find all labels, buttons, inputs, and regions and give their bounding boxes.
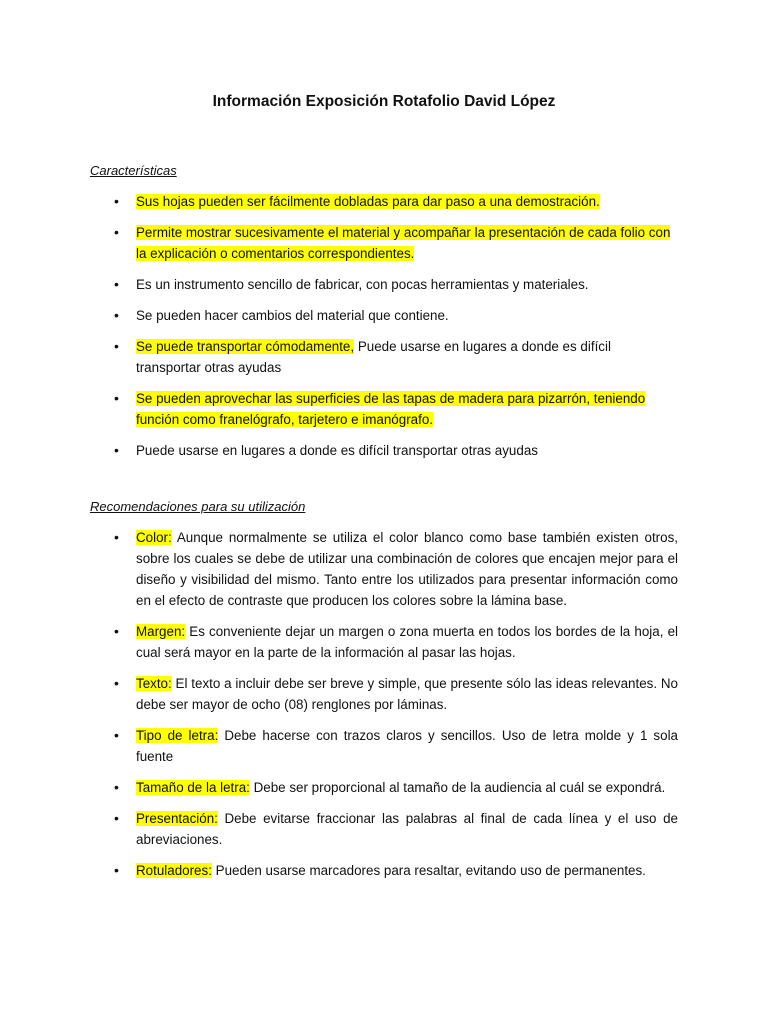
item-text: Puede usarse en lugares a donde es difícil transportar otras ayudas: [136, 443, 538, 458]
recomendaciones-list: [0, 527, 768, 891]
highlighted-text: Presentación:: [136, 811, 218, 826]
highlighted-text: Tipo de letra:: [136, 728, 219, 743]
highlighted-text: Rotuladores:: [136, 863, 212, 878]
recomendacion-item: [0, 725, 678, 767]
recomendacion-item: [0, 808, 678, 850]
caracteristica-item: [0, 191, 678, 212]
document-title: Información Exposición Rotafolio David López: [212, 93, 556, 110]
caracteristica-item: [0, 336, 678, 378]
item-text: El texto a incluir debe ser breve y simple, que presente sólo las ideas relevantes. No debe ser mayor de ocho (08) renglones por láminas.: [136, 676, 678, 712]
highlighted-text: Margen:: [136, 624, 186, 639]
item-text: Aunque normalmente se utiliza el color blanco como base también existen otros, sobre los cuales se debe de utilizar una combinación de colores que encajen mejor para el diseño y visibilidad del mismo. Tanto entre los utilizados para presentar información como en el efecto de contraste que producen los colores sobre la lámina base.: [136, 530, 678, 608]
section-heading-caracteristicas: Características: [90, 163, 177, 178]
item-text: Debe ser proporcional al tamaño de la audiencia al cuál se expondrá.: [249, 780, 666, 795]
recomendacion-item: [0, 527, 678, 611]
highlighted-text: Permite mostrar sucesivamente el material y acompañar la presentación de cada folio con la explicación o comentarios correspondientes.: [136, 225, 671, 261]
highlighted-text: Sus hojas pueden ser fácilmente dobladas para dar paso a una demostración.: [136, 194, 600, 209]
item-text: Es conveniente dejar un margen o zona muerta en todos los bordes de la hoja, el cual será mayor en la parte de la información al pasar las hojas.: [136, 624, 678, 660]
caracteristicas-list: [0, 191, 768, 471]
recomendacion-item: [0, 860, 678, 881]
highlighted-text: Se pueden aprovechar las superficies de las tapas de madera para pizarrón, teniendo función como franelógrafo, tarjetero e imanógrafo.: [136, 391, 646, 427]
caracteristica-item: [0, 274, 678, 295]
item-text: Es un instrumento sencillo de fabricar, con pocas herramientas y materiales.: [136, 277, 589, 292]
highlighted-text: Color:: [136, 530, 172, 545]
item-text: Se pueden hacer cambios del material que contiene.: [136, 308, 449, 323]
highlighted-text: Se puede transportar cómodamente,: [136, 339, 355, 354]
section-heading-recomendaciones: Recomendaciones para su utilización: [90, 499, 306, 514]
item-text: Pueden usarse marcadores para resaltar, evitando uso de permanentes.: [211, 863, 646, 878]
highlighted-text: Texto:: [136, 676, 172, 691]
item-text: Debe evitarse fraccionar las palabras al final de cada línea y el uso de abreviaciones.: [136, 811, 678, 847]
item-text: Puede usarse en lugares a donde es difícil transportar otras ayudas: [136, 339, 611, 375]
recomendacion-item: [0, 621, 678, 663]
highlighted-text: Tamaño de la letra:: [136, 780, 250, 795]
caracteristica-item: [0, 440, 678, 461]
recomendacion-item: [0, 777, 678, 798]
recomendacion-item: [0, 673, 678, 715]
caracteristica-item: [0, 305, 678, 326]
caracteristica-item: [0, 388, 678, 430]
caracteristica-item: [0, 222, 678, 264]
item-text: Debe hacerse con trazos claros y sencillos. Uso de letra molde y 1 sola fuente: [136, 728, 678, 764]
